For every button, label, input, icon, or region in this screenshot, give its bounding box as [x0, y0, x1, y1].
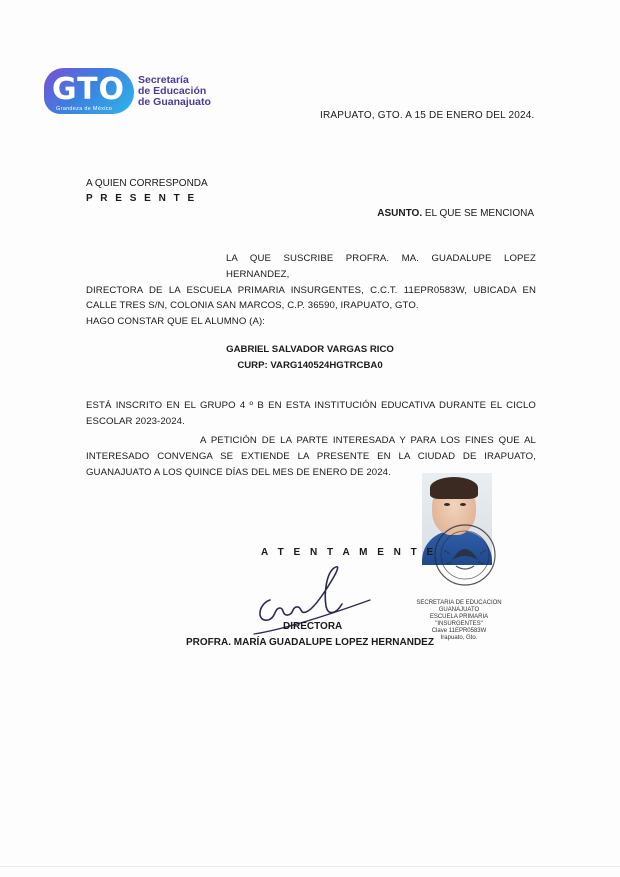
- asunto-line: [377, 208, 534, 219]
- photo-eye: [460, 503, 466, 506]
- asunto-label: ASUNTO.: [377, 208, 423, 219]
- photo-hair: [430, 477, 478, 499]
- recipient-block: [86, 176, 208, 206]
- asunto-value: EL QUE SE MENCIONA: [424, 208, 534, 219]
- student-name: GABRIEL SALVADOR VARGAS RICO: [226, 344, 394, 355]
- paragraph-line: DIRECTORA DE LA ESCUELA PRIMARIA INSURGENTES, C.C.T. 11EPR0583W, UBICADA EN: [86, 284, 536, 296]
- gto-logo: [44, 68, 134, 118]
- signer-name: PROFRA. MARÍA GUADALUPE LOPEZ HERNANDEZ: [186, 637, 434, 648]
- seal-line: ESCUELA PRIMARIA: [429, 614, 489, 620]
- secretaria-line: de Educación: [138, 85, 207, 97]
- seal-line: "INSURGENTES": [435, 621, 483, 627]
- secretaria-line: Secretaría: [138, 74, 189, 86]
- secretaria-line: de Guanajuato: [138, 96, 211, 108]
- paragraph-line: LA QUE SUSCRIBE PROFRA. MA. GUADALUPE LOPEZ HERNANDEZ,: [226, 253, 536, 280]
- document-date: IRAPUATO, GTO. A 15 DE ENERO DEL 2024.: [320, 110, 535, 121]
- secretaria-title: [138, 75, 238, 108]
- page-edge-divider: [0, 866, 620, 867]
- logo-text: GTO: [52, 72, 126, 107]
- seal-text: [402, 600, 516, 642]
- paragraph-line: HAGO CONSTAR QUE EL ALUMNO (A):: [86, 316, 266, 328]
- paragraph-line: GUANAJUATO A LOS QUINCE DÍAS DEL MES DE ENERO DE 2024.: [86, 466, 391, 478]
- photo-eye: [444, 503, 450, 506]
- handwritten-signature-icon: [250, 560, 380, 646]
- seal-line: GUANAJUATO: [438, 607, 480, 613]
- seal-line: Irapuato, Gto.: [440, 635, 478, 641]
- paragraph-line: INTERESADO CONVENGA SE EXTIENDE LA PRESENTE EN LA CIUDAD DE IRAPUATO,: [86, 450, 536, 462]
- paragraph-enrollment: [86, 398, 536, 430]
- seal-line: SECRETARIA DE EDUCACION: [416, 600, 502, 606]
- paragraph-line: ESCOLAR 2023-2024.: [86, 415, 185, 427]
- recipient-line: A QUIEN CORRESPONDA: [86, 178, 208, 189]
- paragraph-line: ESTÁ INSCRITO EN EL GRUPO 4 º B EN ESTA INSTITUCIÓN EDUCATIVA DURANTE EL CICLO: [86, 400, 536, 411]
- school-seal-icon: [430, 520, 500, 590]
- paragraph-line: A PETICIÓN DE LA PARTE INTERESADA Y PARA LOS FINES QUE AL: [200, 435, 536, 446]
- signer-role: DIRECTORA: [283, 621, 343, 632]
- student-curp: CURP: VARG140524HGTRCBA0: [237, 360, 383, 371]
- student-block: [0, 342, 620, 374]
- closing-atentamente: A T E N T A M E N T E: [261, 547, 437, 558]
- paragraph-line: CALLE TRES S/N, COLONIA SAN MARCOS, C.P. 36590, IRAPUATO, GTO.: [86, 300, 419, 312]
- presente-line: P R E S E N T E: [86, 193, 197, 204]
- paragraph-intro: [86, 251, 536, 330]
- logo-subtext: Grandeza de México: [56, 106, 113, 112]
- seal-line: Clave 11EPR0583W: [431, 628, 487, 634]
